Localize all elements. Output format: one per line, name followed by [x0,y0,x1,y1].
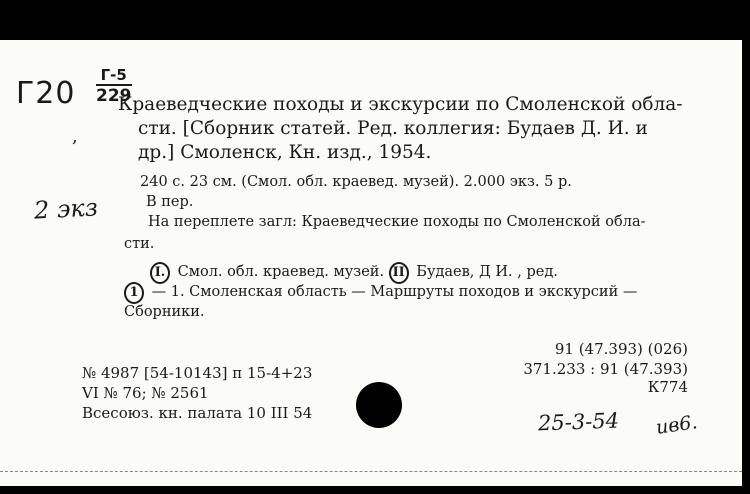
subject-text: — 1. Смоленская область — Маршруты походов и экскурсий — [151,284,638,300]
cover-title-continuation: сти. [124,236,155,252]
subject-line [124,282,637,304]
title-line-2: сти. [Сборник статей. Ред. коллегия: Будаев Д. И. и [138,118,648,139]
binding-line: В пер. [146,194,194,210]
call-number: Г20 [16,76,76,111]
entry-I-text: Смол. обл. краевед. музей. [177,264,385,280]
shelf-mark-top: Г-5 [96,66,132,86]
registry-number-line: № 4987 [54-10143] п 15-4+23 [82,364,313,382]
handwritten-copies-note: 2 экз [33,193,99,225]
entry-I-circle: I. [150,262,170,284]
shelf-mark-bottom: 229 [96,86,132,106]
collation-line: 240 с. 23 см. (Смол. обл. краевед. музей). 2.000 экз. 5 р. [140,174,572,190]
cover-title-line: На переплете загл: Краеведческие походы по Смоленской обла- [148,214,646,230]
udc-line-2: 371.233 : 91 (47.393) [523,360,688,378]
catalog-card [0,40,742,486]
added-entries-line [150,262,558,284]
card-bottom-rule [0,471,742,472]
handwritten-date: 25-3-54 [537,408,620,436]
registry-volume-line: VI № 76; № 2561 [82,384,209,402]
side-mark: , [72,126,78,147]
chamber-line: Всесоюз. кн. палата 10 III 54 [82,404,313,422]
entry-II-text: Будаев, Д И. , ред. [416,264,558,280]
handwritten-initials: ив6. [654,411,699,439]
title-line-3: др.] Смоленск, Кн. изд., 1954. [138,142,432,163]
subject-circle: 1 [124,282,144,304]
subject-continuation: Сборники. [124,304,205,320]
title-line-1: Краеведческие походы и экскурсии по Смоленской обла- [118,94,683,115]
entry-II-circle: II [389,262,409,284]
author-sign: К774 [647,378,688,396]
udc-line-1: 91 (47.393) (026) [554,340,688,358]
punch-hole [356,382,402,428]
